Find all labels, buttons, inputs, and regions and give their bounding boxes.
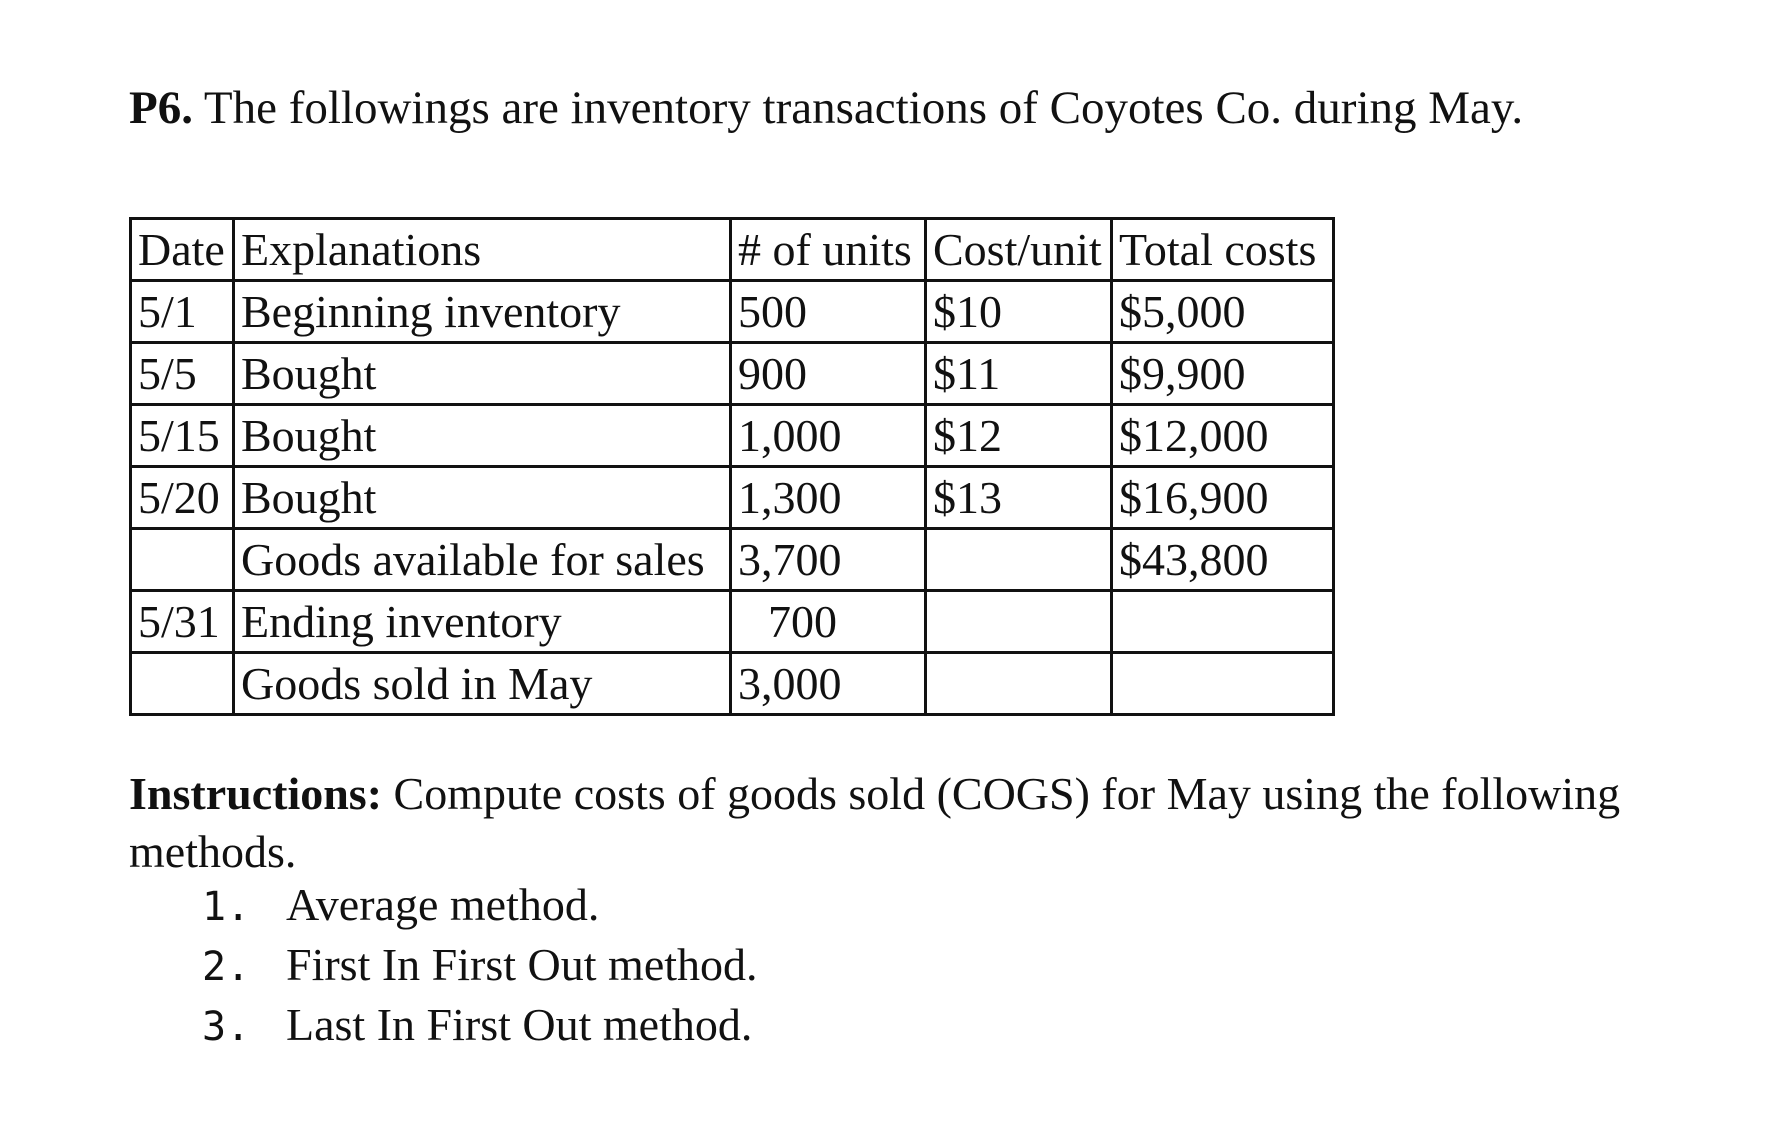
- cell-explanation: Goods sold in May: [234, 653, 731, 715]
- cell-date: 5/15: [131, 405, 234, 467]
- cell-cost: $11: [926, 343, 1112, 405]
- header-date: Date: [131, 219, 234, 281]
- header-explanations: Explanations: [234, 219, 731, 281]
- list-item-number: 1.: [202, 884, 251, 930]
- list-item-number: 3.: [202, 1004, 251, 1050]
- cell-explanation: Beginning inventory: [234, 281, 731, 343]
- table-row: [131, 467, 1334, 529]
- cell-explanation: Bought: [234, 467, 731, 529]
- cell-cost: [926, 653, 1112, 715]
- list-item-text: Last In First Out method.: [286, 999, 753, 1050]
- list-item: [202, 935, 758, 995]
- cell-units: 1,300: [731, 467, 926, 529]
- cell-units: 3,000: [731, 653, 926, 715]
- cell-total: $5,000: [1112, 281, 1334, 343]
- list-item-number: 2.: [202, 944, 251, 990]
- table-row: [131, 281, 1334, 343]
- table-header-row: [131, 219, 1334, 281]
- instructions-text: Compute costs of goods sold (COGS) for May using the following methods.: [129, 768, 1621, 877]
- cell-date: [131, 529, 234, 591]
- header-total-costs: Total costs: [1112, 219, 1334, 281]
- cell-total: $12,000: [1112, 405, 1334, 467]
- cell-date: 5/5: [131, 343, 234, 405]
- cell-total: $9,900: [1112, 343, 1334, 405]
- cell-cost: [926, 529, 1112, 591]
- table-row: [131, 529, 1334, 591]
- cell-cost: [926, 591, 1112, 653]
- cell-total: $16,900: [1112, 467, 1334, 529]
- cell-explanation: Goods available for sales: [234, 529, 731, 591]
- cell-date: 5/1: [131, 281, 234, 343]
- cell-date: 5/31: [131, 591, 234, 653]
- cell-units: 3,700: [731, 529, 926, 591]
- header-units: # of units: [731, 219, 926, 281]
- list-item: [202, 995, 758, 1055]
- list-item: [202, 875, 758, 935]
- cell-cost: $13: [926, 467, 1112, 529]
- cell-explanation: Bought: [234, 405, 731, 467]
- cell-explanation: Bought: [234, 343, 731, 405]
- problem-text: The followings are inventory transactions of Coyotes Co. during May.: [203, 82, 1524, 134]
- cell-units: 1,000: [731, 405, 926, 467]
- problem-label: P6.: [129, 82, 193, 134]
- problem-statement: [129, 78, 1523, 138]
- cell-explanation: Ending inventory: [234, 591, 731, 653]
- cell-units: 900: [731, 343, 926, 405]
- cell-total: [1112, 591, 1334, 653]
- cell-cost: $12: [926, 405, 1112, 467]
- list-item-text: First In First Out method.: [286, 939, 758, 990]
- inventory-table: [129, 217, 1335, 716]
- methods-list: [202, 875, 758, 1055]
- table-row: [131, 405, 1334, 467]
- header-cost-per-unit: Cost/unit: [926, 219, 1112, 281]
- cell-total: [1112, 653, 1334, 715]
- cell-date: 5/20: [131, 467, 234, 529]
- table-row: [131, 653, 1334, 715]
- list-item-text: Average method.: [286, 879, 600, 930]
- cell-date: [131, 653, 234, 715]
- cell-total: $43,800: [1112, 529, 1334, 591]
- instructions-label: Instructions:: [129, 768, 383, 819]
- cell-units: 500: [731, 281, 926, 343]
- instructions: [129, 765, 1689, 881]
- table-row: [131, 591, 1334, 653]
- table-row: [131, 343, 1334, 405]
- cell-units: 700: [731, 591, 926, 653]
- cell-cost: $10: [926, 281, 1112, 343]
